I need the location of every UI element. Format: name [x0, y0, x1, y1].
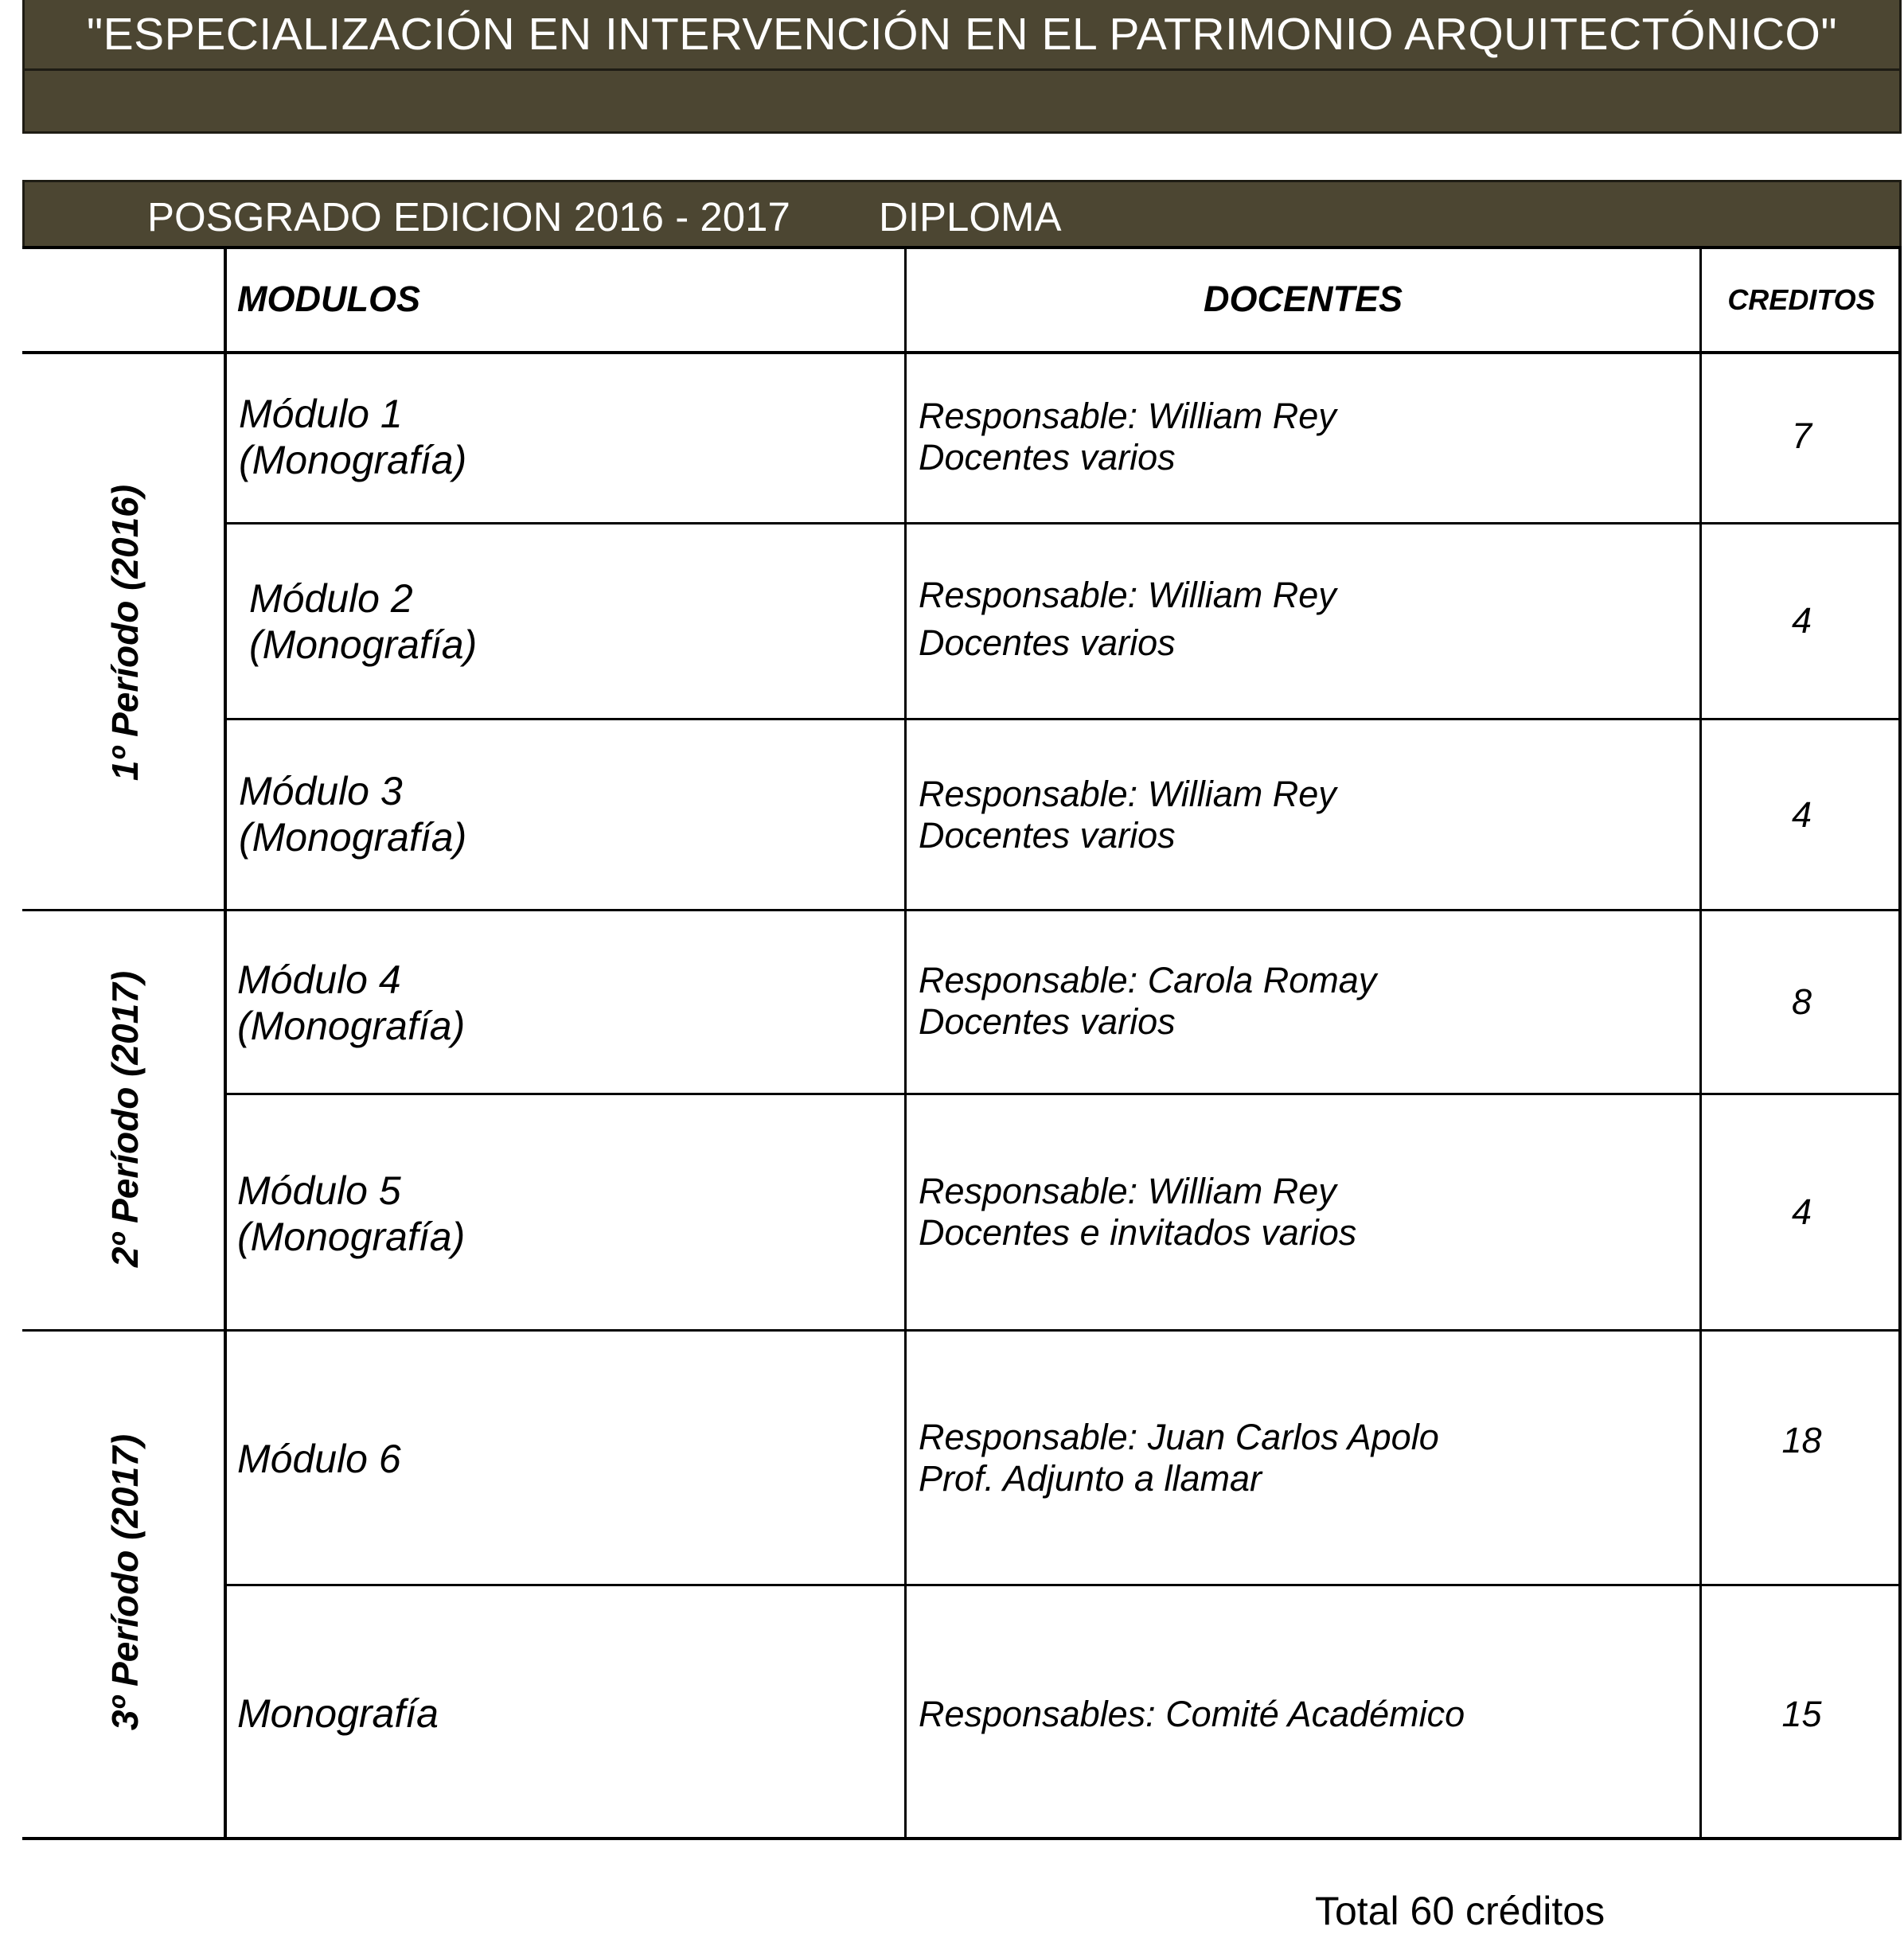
diploma-label: DIPLOMA [879, 194, 1062, 240]
grid-line [224, 1584, 1902, 1586]
credits: 18 [1781, 1420, 1822, 1460]
module-name: Módulo 1 (Monografía) [239, 392, 467, 482]
page-title [22, 0, 1902, 71]
credits: 8 [1791, 981, 1812, 1022]
column-header-creditos: CREDITOS [1727, 283, 1875, 316]
module-name: Módulo 3 (Monografía) [239, 769, 467, 860]
edition-label: POSGRADO EDICION 2016 - 2017 [147, 194, 790, 240]
grid-line [22, 1329, 1902, 1332]
teachers: Responsable: Carola Romay Docentes varios [919, 960, 1377, 1042]
credits: 4 [1791, 1191, 1812, 1232]
period-label-2: 2º Período (2017) [104, 970, 146, 1268]
credits: 15 [1781, 1694, 1822, 1734]
credits: 7 [1791, 415, 1812, 456]
teachers: Responsable: William Rey Docentes varios [919, 575, 1336, 663]
grid-line [1898, 247, 1902, 1839]
grid-line [224, 247, 227, 1839]
credits: 4 [1791, 600, 1812, 641]
module-name: Módulo 2 (Monografía) [249, 576, 478, 667]
teachers: Responsable: William Rey Docentes varios [919, 396, 1336, 478]
module-name: Monografía [237, 1691, 439, 1736]
period-label-1: 1º Período (2016) [104, 484, 146, 782]
column-header-modulos: MODULOS [237, 279, 420, 319]
page-title-text: "ESPECIALIZACIÓN EN INTERVENCIÓN EN EL PATRIMONIO ARQUITECTÓNICO" [86, 9, 1838, 60]
grid-line [224, 522, 1902, 524]
credits: 4 [1791, 794, 1812, 835]
grid-line [1699, 247, 1702, 1839]
module-name: Módulo 4 (Monografía) [237, 957, 466, 1048]
grid-line [904, 247, 907, 1839]
grid-line [22, 246, 1902, 249]
teachers: Responsable: William Rey Docentes varios [919, 774, 1336, 856]
grid-line [22, 351, 1902, 354]
teachers: Responsable: Juan Carlos Apolo Prof. Adjunto a llamar [919, 1417, 1439, 1499]
total-credits: Total 60 créditos [1315, 1889, 1606, 1933]
edition-header [22, 180, 1902, 248]
teachers: Responsable: William Rey Docentes e invitados varios [919, 1171, 1357, 1253]
module-name: Módulo 5 (Monografía) [237, 1168, 466, 1259]
module-name: Módulo 6 [237, 1437, 401, 1481]
column-header-docentes: DOCENTES [1203, 279, 1403, 319]
grid-line [224, 718, 1902, 720]
grid-line [22, 1837, 1902, 1840]
period-label-3: 3º Período (2017) [104, 1433, 146, 1731]
teachers: Responsables: Comité Académico [919, 1694, 1465, 1734]
title-spacer-bar [22, 68, 1902, 134]
grid-line [22, 909, 1902, 911]
grid-line [224, 1093, 1902, 1095]
